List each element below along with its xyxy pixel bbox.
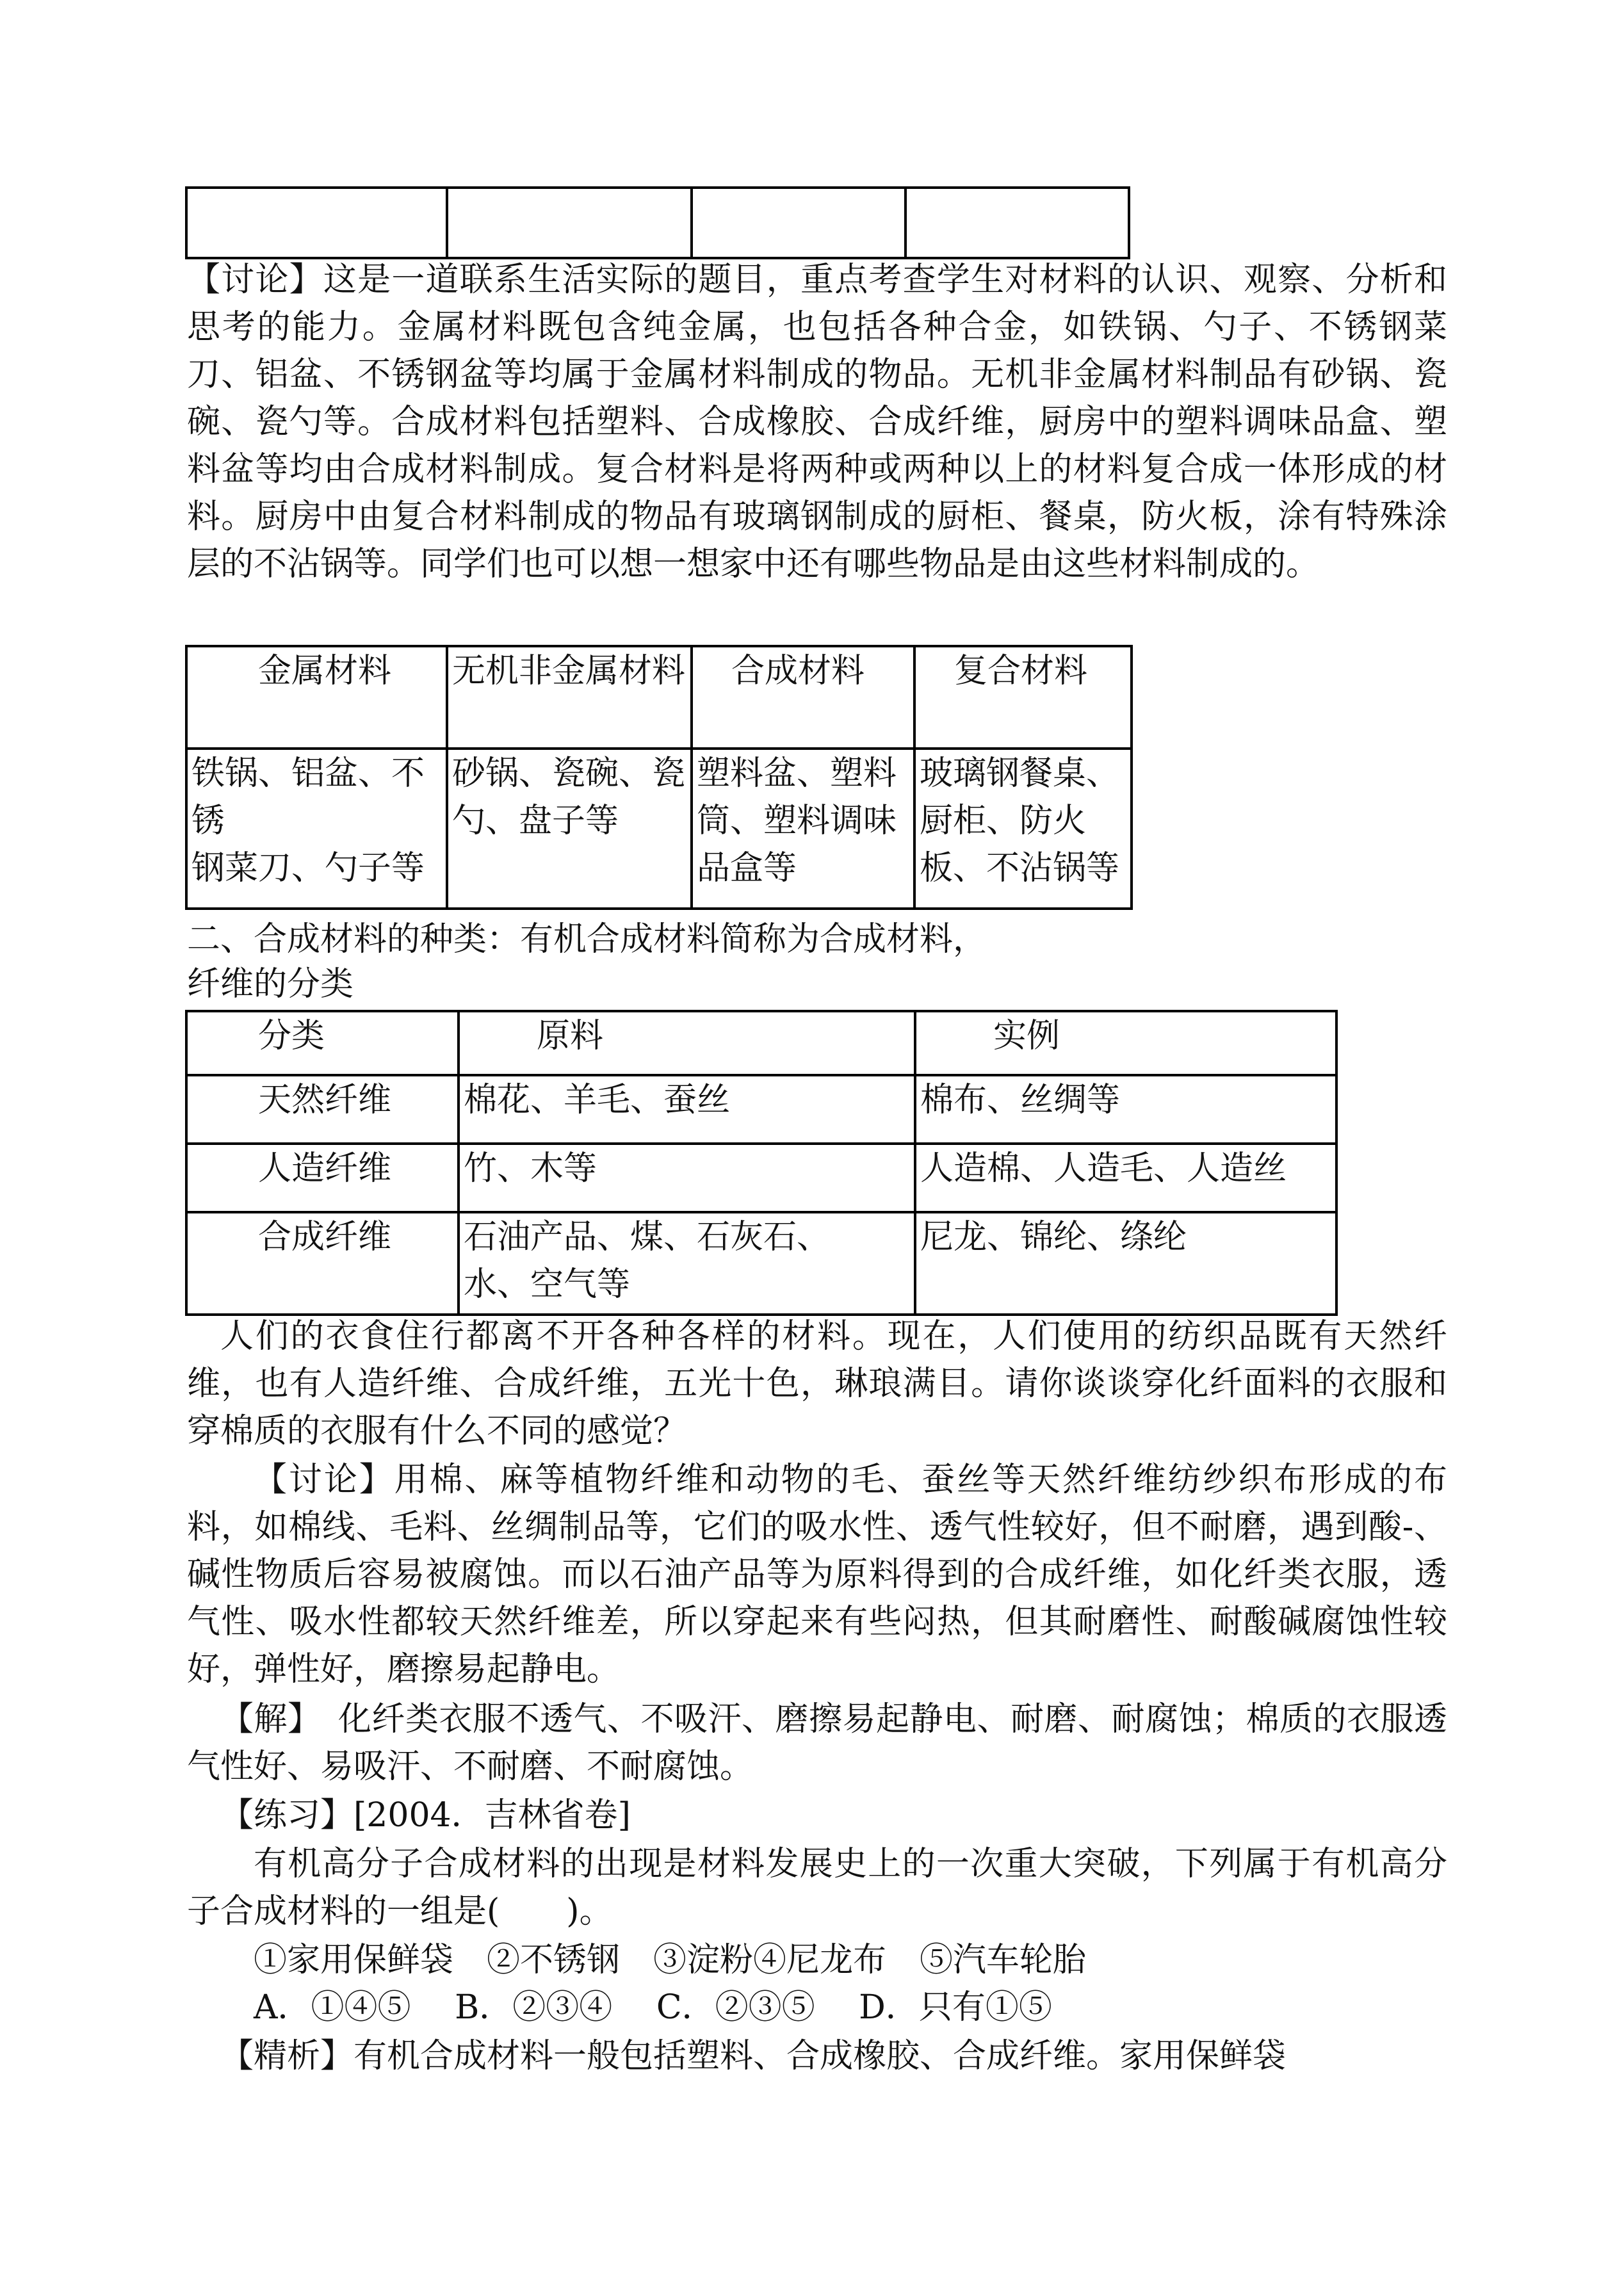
section-title: 二、合成材料的种类：有机合成材料简称为合成材料， <box>187 920 987 959</box>
table-header-cell: 合成材料 <box>692 646 914 749</box>
table-cell: 铁锅、铝盆、不锈 钢菜刀、勺子等 <box>186 749 447 909</box>
table-cell: 天然纤维 <box>186 1075 459 1144</box>
exercise-question: 有机高分子合成材料的出现是材料发展史上的一次重大突破，下列属于有机高分子合成材料的一组是( )。 <box>187 1845 1447 1931</box>
empty-cell <box>905 188 1129 258</box>
empty-cell <box>692 188 905 258</box>
exercise-items: ①家用保鲜袋 ②不锈钢 ③淀粉④尼龙布 ⑤汽车轮胎 <box>254 1941 1087 1979</box>
exercise-options: A．①④⑤ B．②③④ C．②③⑤ D．只有①⑤ <box>254 1988 1052 2027</box>
discussion-paragraph: 【讨论】这是一道联系生活实际的题目，重点考查学生对材料的认识、观察、分析和思考的能力。金属材料既包含纯金属，也包括各种合金，如铁锅、勺子、不锈钢菜刀、铝盆、不锈钢盆等均属于金属材料制成的物品。无机非金属材料制品有砂锅、瓷碗、瓷勺等。合成材料包括塑料、合成橡胶、合成纤维，厨房中的塑料调味品盒、塑料盆等均由合成材料制成。复合材料是将两种或两种以上的材料复合成一体形成的材料。厨房中由复合材料制成的物品有玻璃钢制成的厨柜、餐桌，防火板，涂有特殊涂层的不沾锅等。同学们也可以想一想家中还有哪些物品是由这些材料制成的。 <box>187 261 1447 583</box>
table-header-cell: 无机非金属材料 <box>447 646 692 749</box>
table-caption: 纤维的分类 <box>187 965 354 1003</box>
empty-cell <box>447 188 692 258</box>
table-cell: 砂锅、瓷碗、瓷勺、盘子等 <box>447 749 692 909</box>
table-cell: 玻璃钢餐桌、厨柜、防火板、不沾锅等 <box>914 749 1132 909</box>
exercise-title: 【练习】[2004．吉林省卷] <box>220 1796 631 1835</box>
top-empty-table <box>185 186 1130 259</box>
materials-table <box>185 645 1133 910</box>
table-header-cell: 实例 <box>915 1011 1336 1075</box>
question-paragraph: 人们的衣食住行都离不开各种各样的材料。现在，人们使用的纺织品既有天然纤维，也有人造纤维、合成纤维，五光十色，琳琅满目。请你谈谈穿化纤面料的衣服和穿棉质的衣服有什么不同的感觉？ <box>187 1317 1447 1450</box>
table-header-cell: 分类 <box>186 1011 459 1075</box>
table-header-cell: 复合材料 <box>914 646 1132 749</box>
table-cell: 尼龙、锦纶、绦纶 <box>915 1212 1336 1315</box>
table-cell: 合成纤维 <box>186 1212 459 1315</box>
table-header-cell: 原料 <box>459 1011 915 1075</box>
table-cell: 棉布、丝绸等 <box>915 1075 1336 1144</box>
table-cell: 石油产品、煤、石灰石、水、空气等 <box>459 1212 915 1315</box>
analysis-paragraph: 【精析】有机合成材料一般包括塑料、合成橡胶、合成纤维。家用保鲜袋 <box>220 2037 1287 2075</box>
table-header-cell: 金属材料 <box>186 646 447 749</box>
fiber-table <box>185 1010 1338 1316</box>
table-cell: 塑料盆、塑料筒、塑料调味品盒等 <box>692 749 914 909</box>
answer-paragraph: 【解】 化纤类衣服不透气、不吸汗、磨擦易起静电、耐磨、耐腐蚀；棉质的衣服透气性好、易吸汗、不耐磨、不耐腐蚀。 <box>187 1700 1447 1786</box>
table-cell: 人造纤维 <box>186 1144 459 1212</box>
table-cell: 棉花、羊毛、蚕丝 <box>459 1075 915 1144</box>
empty-cell <box>186 188 447 258</box>
table-cell: 人造棉、人造毛、人造丝 <box>915 1144 1336 1212</box>
table-cell: 竹、木等 <box>459 1144 915 1212</box>
discussion-paragraph-2: 【讨论】用棉、麻等植物纤维和动物的毛、蚕丝等天然纤维纺纱织布形成的布料，如棉线、毛料、丝绸制品等，它们的吸水性、透气性较好，但不耐磨，遇到酸-、碱性物质后容易被腐蚀。而以石油产品等为原料得到的合成纤维，如化纤类衣服，透气性、吸水性都较天然纤维差，所以穿起来有些闷热，但其耐磨性、耐酸碱腐蚀性较好，弹性好，磨擦易起静电。 <box>187 1461 1447 1689</box>
